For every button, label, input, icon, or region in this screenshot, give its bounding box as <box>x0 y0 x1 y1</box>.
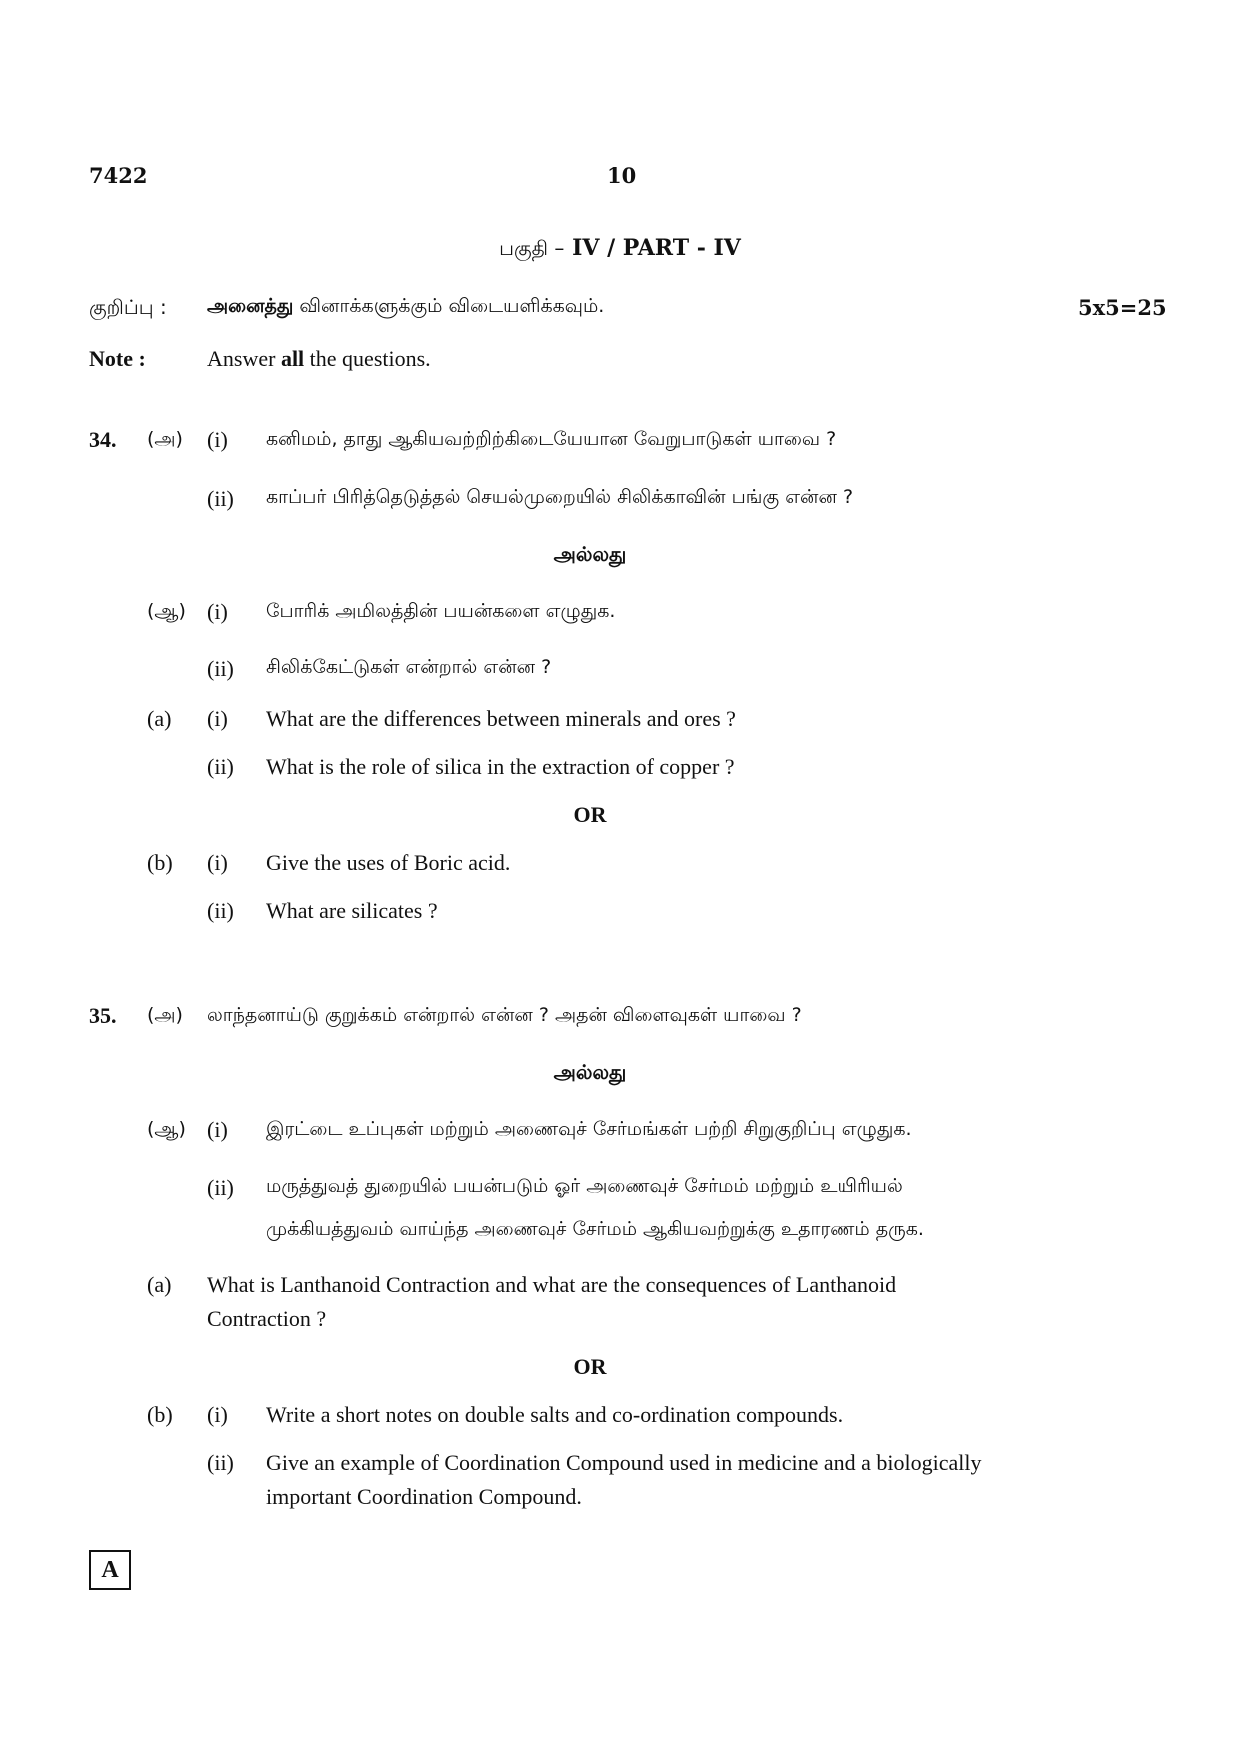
q34-b-i-label: (i) <box>207 599 228 624</box>
q35-b-ii-english-line1: Give an example of Coordination Compound used in medicine and a biologically <box>266 1450 982 1475</box>
q34-a-ii-en-label: (ii) <box>207 754 234 779</box>
note-text-tamil-rest: வினாக்களுக்கும் விடையளிக்கவும். <box>299 295 605 317</box>
q35-b-label-tamil: (ஆ) <box>147 1118 186 1140</box>
q35-b-i-en-label: (i) <box>207 1402 228 1427</box>
q34-b-i-en-label: (i) <box>207 850 228 875</box>
q34-b-ii-en-label: (ii) <box>207 898 234 923</box>
note-text-tamil-bold: அனைத்து <box>207 295 294 317</box>
series-box: A <box>89 1550 131 1590</box>
q35-a-label-english: (a) <box>147 1272 172 1297</box>
question-35-number: 35. <box>89 1003 117 1028</box>
q35-or-tamil: அல்லது <box>553 1060 627 1084</box>
note-text-en-post: the questions. <box>309 346 431 371</box>
q34-b-label-english: (b) <box>147 850 173 875</box>
q34-a-i-tamil: கனிமம், தாது ஆகியவற்றிற்கிடையேயான வேறுபாடுகள் யாவை ? <box>266 428 837 450</box>
question-34-number: 34. <box>89 427 117 452</box>
paper-code: 7422 <box>89 163 148 188</box>
q34-a-i-label: (i) <box>207 427 228 452</box>
q34-a-i-en-label: (i) <box>207 706 228 731</box>
part-heading <box>0 235 1240 263</box>
q35-b-ii-label: (ii) <box>207 1175 234 1200</box>
note-text-en-bold: all <box>280 346 305 371</box>
q35-b-ii-english-line2: important Coordination Compound. <box>266 1484 582 1509</box>
q34-b-ii-tamil: சிலிக்கேட்டுகள் என்றால் என்ன ? <box>266 656 552 678</box>
q34-b-label-tamil: (ஆ) <box>147 600 186 622</box>
note-label-english: Note : <box>89 346 146 371</box>
q35-a-label-tamil: (அ) <box>147 1004 183 1026</box>
q34-a-i-english: What are the differences between minerals and ores ? <box>266 706 736 731</box>
q34-a-label-english: (a) <box>147 706 172 731</box>
q34-or-tamil: அல்லது <box>553 542 627 566</box>
q35-b-i-english: Write a short notes on double salts and co-ordination compounds. <box>266 1402 844 1427</box>
q35-b-ii-tamil-line2: முக்கியத்துவம் வாய்ந்த அணைவுச் சேர்மம் ஆகியவற்றுக்கு உதாரணம் தருக. <box>266 1218 924 1240</box>
q34-a-ii-label: (ii) <box>207 486 234 511</box>
note-text-tamil <box>207 295 604 320</box>
q35-a-english-line2: Contraction ? <box>207 1306 327 1331</box>
note-text-english <box>207 346 431 372</box>
marks-scheme: 5x5=25 <box>1078 295 1167 320</box>
note-label-tamil: குறிப்பு : <box>89 295 167 319</box>
q35-a-english-line1: What is Lanthanoid Contraction and what are the consequences of Lanthanoid <box>207 1272 897 1297</box>
q35-or-english: OR <box>573 1354 607 1379</box>
q35-b-i-tamil: இரட்டை உப்புகள் மற்றும் அணைவுச் சேர்மங்கள் பற்றி சிறுகுறிப்பு எழுதுக. <box>266 1118 912 1140</box>
q35-b-ii-tamil-line1: மருத்துவத் துறையில் பயன்படும் ஓர் அணைவுச் சேர்மம் மற்றும் உயிரியல் <box>266 1175 903 1197</box>
q34-a-ii-english: What is the role of silica in the extraction of copper ? <box>266 754 735 779</box>
page-number: 10 <box>607 163 637 188</box>
note-text-en-pre: Answer <box>207 346 276 371</box>
part-heading-tamil: பகுதி – <box>499 236 565 260</box>
q35-a-tamil: லாந்தனாய்டு குறுக்கம் என்றால் என்ன ? அதன் விளைவுகள் யாவை ? <box>207 1004 802 1026</box>
q34-a-label-tamil: (அ) <box>147 428 183 450</box>
q34-or-english: OR <box>573 802 607 827</box>
q35-b-label-english: (b) <box>147 1402 173 1427</box>
q35-b-ii-en-label: (ii) <box>207 1450 234 1475</box>
q34-b-ii-label: (ii) <box>207 656 234 681</box>
q34-b-i-english: Give the uses of Boric acid. <box>266 850 511 875</box>
q34-b-i-tamil: போரிக் அமிலத்தின் பயன்களை எழுதுக. <box>266 600 616 622</box>
q34-b-ii-english: What are silicates ? <box>266 898 438 923</box>
part-heading-english: IV / PART - IV <box>572 235 741 261</box>
q35-b-i-label: (i) <box>207 1117 228 1142</box>
q34-a-ii-tamil: காப்பர் பிரித்தெடுத்தல் செயல்முறையில் சிலிக்காவின் பங்கு என்ன ? <box>266 486 854 508</box>
